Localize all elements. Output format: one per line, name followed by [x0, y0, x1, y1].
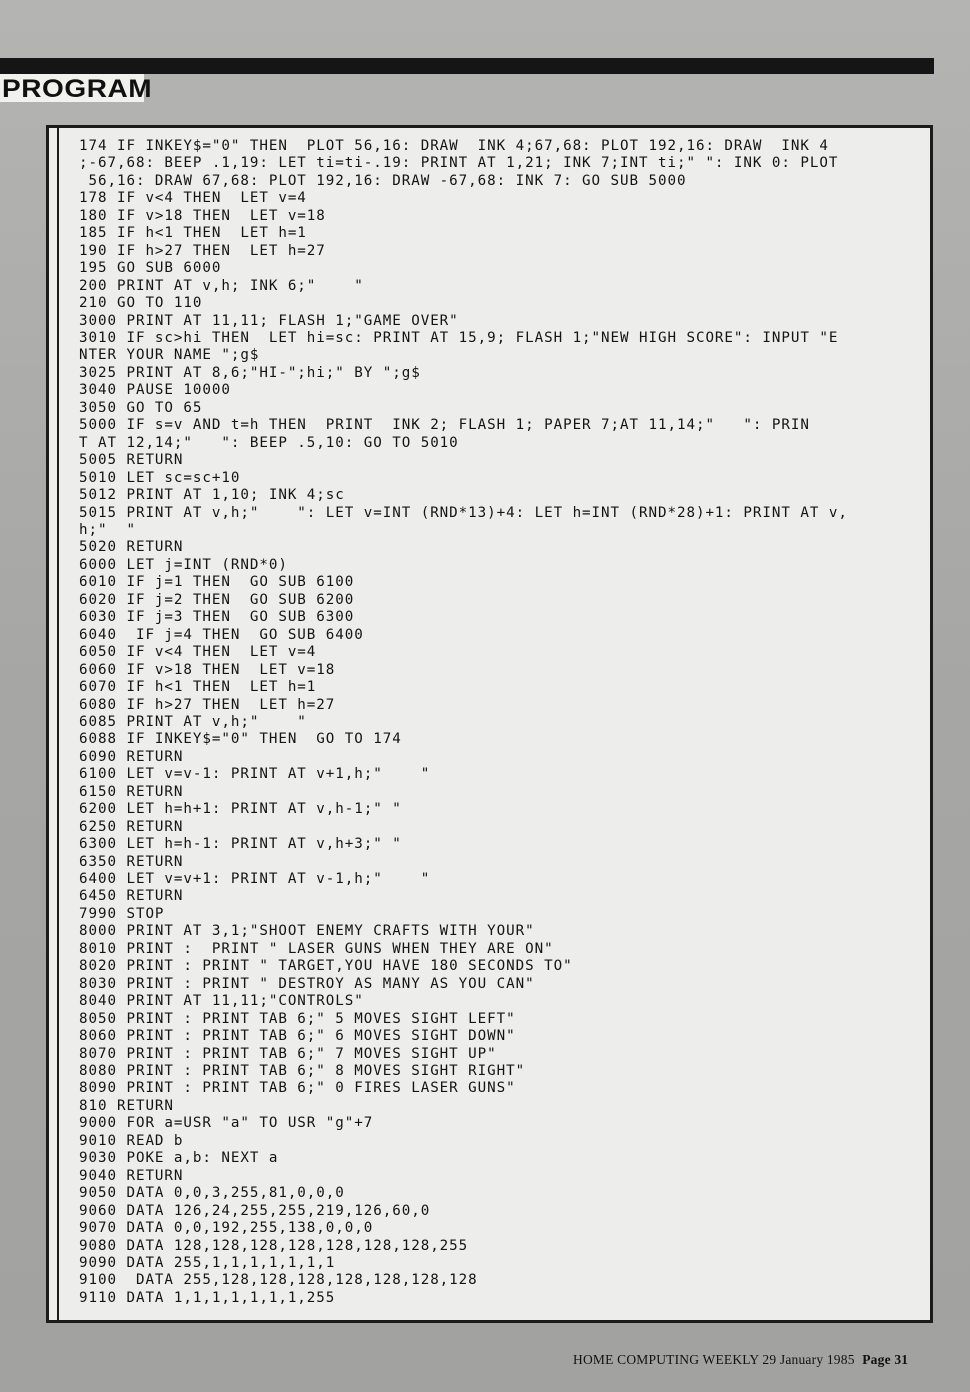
code-line: 3025 PRINT AT 8,6;"HI-";hi;" BY ";g$: [79, 364, 421, 381]
code-line: 9000 FOR a=USR "a" TO USR "g"+7: [79, 1115, 374, 1132]
code-line: 6085 PRINT AT v,h;" ": [79, 713, 307, 730]
code-line: 190 IF h>27 THEN LET h=27: [79, 242, 326, 259]
code-line: 5020 RETURN: [79, 539, 184, 556]
code-line: h;" ": [79, 521, 136, 538]
code-line: 8020 PRINT : PRINT " TARGET,YOU HAVE 180 SECONDS TO": [79, 958, 573, 975]
code-line: 6100 LET v=v-1: PRINT AT v+1,h;" ": [79, 766, 431, 783]
code-line: 6050 IF v<4 THEN LET v=4: [79, 644, 317, 661]
code-line: 9090 DATA 255,1,1,1,1,1,1,1: [79, 1255, 336, 1271]
code-line: 9080 DATA 128,128,128,128,128,128,128,255: [79, 1237, 469, 1254]
code-line: 6088 IF INKEY$="0" THEN GO TO 174: [79, 731, 402, 748]
code-line: 8010 PRINT : PRINT " LASER GUNS WHEN THEY ARE ON": [79, 940, 554, 957]
code-line: 200 PRINT AT v,h; INK 6;" ": [79, 277, 364, 294]
code-line: 5010 LET sc=sc+10: [79, 469, 241, 486]
code-line: 8040 PRINT AT 11,11;"CONTROLS": [79, 993, 364, 1010]
code-line: 174 IF INKEY$="0" THEN PLOT 56,16: DRAW INK 4;67,68: PLOT 192,16: DRAW INK 4: [79, 138, 829, 154]
code-line: 6150 RETURN: [79, 783, 184, 800]
header-rule: [0, 58, 934, 74]
code-line: 6070 IF h<1 THEN LET h=1: [79, 679, 317, 696]
code-line: 8000 PRINT AT 3,1;"SHOOT ENEMY CRAFTS WITH YOUR": [79, 923, 535, 940]
program-listing-box: [46, 125, 933, 1323]
section-label: [0, 74, 153, 103]
code-line: 810 RETURN: [79, 1097, 174, 1114]
code-line: 8080 PRINT : PRINT TAB 6;" 8 MOVES SIGHT RIGHT": [79, 1063, 526, 1080]
code-line: 6400 LET v=v+1: PRINT AT v-1,h;" ": [79, 871, 431, 888]
code-line: 9060 DATA 126,24,255,255,219,126,60,0: [79, 1202, 431, 1219]
code-line: 8070 PRINT : PRINT TAB 6;" 7 MOVES SIGHT UP": [79, 1045, 497, 1062]
page-footer: [573, 1352, 908, 1368]
code-line: 6060 IF v>18 THEN LET v=18: [79, 661, 336, 678]
code-line: 6080 IF h>27 THEN LET h=27: [79, 696, 336, 713]
code-line: 9070 DATA 0,0,192,255,138,0,0,0: [79, 1220, 374, 1237]
code-line: 6020 IF j=2 THEN GO SUB 6200: [79, 591, 355, 608]
program-listing: [79, 138, 848, 1307]
code-line: 6000 LET j=INT (RND*0): [79, 556, 288, 573]
code-line: 6250 RETURN: [79, 818, 184, 835]
code-line: 6090 RETURN: [79, 748, 184, 765]
code-line: 8030 PRINT : PRINT " DESTROY AS MANY AS YOU CAN": [79, 975, 535, 992]
code-line: T AT 12,14;" ": BEEP .5,10: GO TO 5010: [79, 434, 459, 451]
code-line: 9050 DATA 0,0,3,255,81,0,0,0: [79, 1185, 345, 1202]
code-line: 6450 RETURN: [79, 888, 184, 905]
section-label-text: PROGRAM: [2, 75, 153, 103]
code-line: 8050 PRINT : PRINT TAB 6;" 5 MOVES SIGHT LEFT": [79, 1010, 516, 1027]
code-line: 6300 LET h=h-1: PRINT AT v,h+3;" ": [79, 836, 402, 853]
code-line: 7990 STOP: [79, 905, 165, 922]
code-line: 210 GO TO 110: [79, 295, 203, 312]
publication-line: HOME COMPUTING WEEKLY 29 January 1985: [573, 1352, 855, 1367]
code-line: 3040 PAUSE 10000: [79, 382, 231, 399]
code-line: 178 IF v<4 THEN LET v=4: [79, 190, 307, 207]
code-line: 9010 READ b: [79, 1132, 184, 1149]
code-line: 56,16: DRAW 67,68: PLOT 192,16: DRAW -67,68: INK 7: GO SUB 5000: [79, 172, 687, 189]
code-line: ;-67,68: BEEP .1,19: LET ti=ti-.19: PRINT AT 1,21; INK 7;INT ti;" ": INK 0: PLOT: [79, 155, 839, 172]
code-line: 6350 RETURN: [79, 853, 184, 870]
code-line: 6040 IF j=4 THEN GO SUB 6400: [79, 626, 364, 643]
code-line: 3010 IF sc>hi THEN LET hi=sc: PRINT AT 15,9; FLASH 1;"NEW HIGH SCORE": INPUT "E: [79, 329, 839, 346]
code-line: 6030 IF j=3 THEN GO SUB 6300: [79, 609, 355, 626]
code-line: 195 GO SUB 6000: [79, 260, 222, 277]
code-line: 9100 DATA 255,128,128,128,128,128,128,128: [79, 1272, 478, 1289]
code-line: 5005 RETURN: [79, 452, 184, 469]
code-line: 5000 IF s=v AND t=h THEN PRINT INK 2; FLASH 1; PAPER 7;AT 11,14;" ": PRIN: [79, 417, 810, 434]
code-line: 9040 RETURN: [79, 1167, 184, 1184]
page-number: Page 31: [862, 1352, 909, 1367]
code-line: 8090 PRINT : PRINT TAB 6;" 0 FIRES LASER GUNS": [79, 1080, 516, 1097]
code-line: 6010 IF j=1 THEN GO SUB 6100: [79, 574, 355, 591]
program-listing-inner-frame: [57, 128, 930, 1320]
code-line: 3000 PRINT AT 11,11; FLASH 1;"GAME OVER": [79, 312, 459, 329]
code-line: 5012 PRINT AT 1,10; INK 4;sc: [79, 487, 345, 504]
code-line: NTER YOUR NAME ";g$: [79, 347, 260, 364]
code-line: 185 IF h<1 THEN LET h=1: [79, 225, 307, 242]
code-line: 180 IF v>18 THEN LET v=18: [79, 207, 326, 224]
code-line: 3050 GO TO 65: [79, 399, 203, 416]
code-line: 6200 LET h=h+1: PRINT AT v,h-1;" ": [79, 801, 402, 818]
code-line: 8060 PRINT : PRINT TAB 6;" 6 MOVES SIGHT DOWN": [79, 1028, 516, 1045]
code-line: 9030 POKE a,b: NEXT a: [79, 1150, 279, 1167]
code-line: 9110 DATA 1,1,1,1,1,1,1,255: [79, 1289, 336, 1306]
code-line: 5015 PRINT AT v,h;" ": LET v=INT (RND*13)+4: LET h=INT (RND*28)+1: PRINT AT v,: [79, 504, 848, 521]
